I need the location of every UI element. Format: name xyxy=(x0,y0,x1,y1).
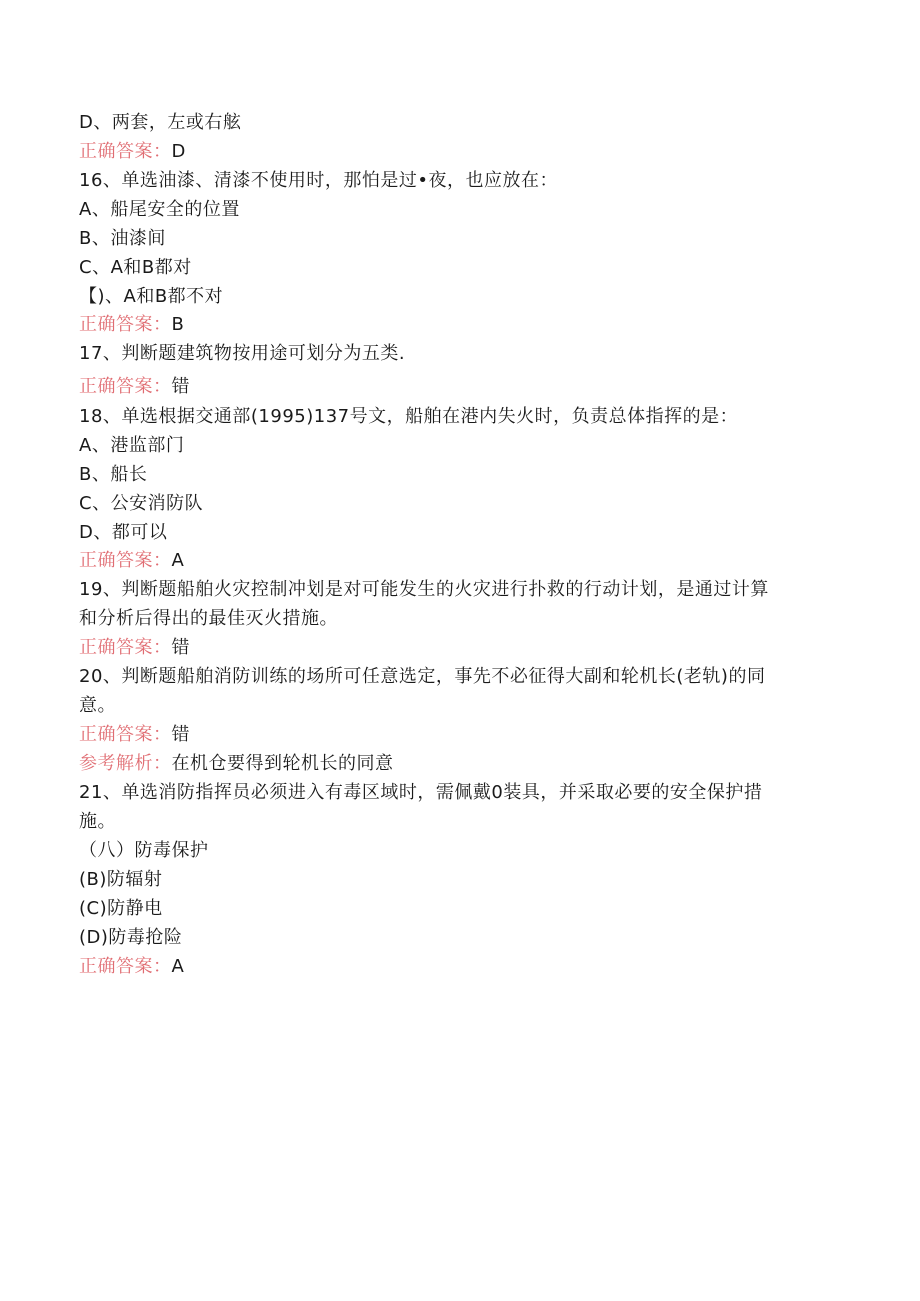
explanation-label: 参考解析： xyxy=(79,753,172,774)
question-16: 16、单选油漆、清漆不使用时，那怕是过•夜，也应放在： xyxy=(79,170,559,191)
answer-label: 正确答案： xyxy=(79,141,172,162)
answer-q19 xyxy=(79,636,190,660)
option-d-q16: 【)、A和B都不对 xyxy=(79,286,224,307)
answer-q20 xyxy=(79,723,190,747)
question-19-line1: 19、判断题船舶火灾控制冲划是对可能发生的火灾进行扑救的行动计划，是通过计算 xyxy=(79,579,769,600)
answer-value: A xyxy=(171,956,185,977)
question-17: 17、判断题建筑物按用途可划分为五类. xyxy=(79,343,406,364)
option-a-q21: （八）防毒保护 xyxy=(79,840,209,861)
answer-q18 xyxy=(79,549,184,573)
answer-value: A xyxy=(171,550,185,571)
option-b-q18: B、船长 xyxy=(79,464,148,485)
option-d-q21: (D)防毒抢险 xyxy=(79,927,183,948)
question-20-line2: 意。 xyxy=(79,695,116,716)
answer-value: B xyxy=(171,314,185,335)
answer-label: 正确答案： xyxy=(79,956,172,977)
answer-value: 错 xyxy=(171,376,190,397)
answer-q17 xyxy=(79,375,190,399)
option-c-q16: C、A和B都对 xyxy=(79,257,192,278)
option-c-q18: C、公安消防队 xyxy=(79,493,204,514)
answer-value: D xyxy=(171,141,186,162)
question-20-line1: 20、判断题船舶消防训练的场所可任意选定，事先不必征得大副和轮机长(老轨)的同 xyxy=(79,666,766,687)
answer-label: 正确答案： xyxy=(79,550,172,571)
answer-label: 正确答案： xyxy=(79,637,172,658)
question-18: 18、单选根据交通部(1995)137号文，船舶在港内失火时，负责总体指挥的是： xyxy=(79,406,739,427)
explanation-value: 在机仓要得到轮机长的同意 xyxy=(171,753,394,774)
option-b-q16: B、油漆间 xyxy=(79,228,166,249)
option-d-q15: D、两套，左或右舷 xyxy=(79,112,242,133)
option-b-q21: (B)防辐射 xyxy=(79,869,163,890)
option-d-q18: D、都可以 xyxy=(79,522,168,543)
option-a-q16: A、船尾安全的位置 xyxy=(79,199,240,220)
question-21-line2: 施。 xyxy=(79,811,116,832)
answer-label: 正确答案： xyxy=(79,724,172,745)
explanation-q20 xyxy=(79,752,394,776)
answer-label: 正确答案： xyxy=(79,376,172,397)
answer-q21 xyxy=(79,955,184,979)
question-21-line1: 21、单选消防指挥员必须进入有毒区域时，需佩戴0装具，并采取必要的安全保护措 xyxy=(79,782,763,803)
question-19-line2: 和分析后得出的最佳灭火措施。 xyxy=(79,608,338,629)
option-c-q21: (C)防静电 xyxy=(79,898,163,919)
answer-value: 错 xyxy=(171,637,190,658)
answer-label: 正确答案： xyxy=(79,314,172,335)
answer-q15 xyxy=(79,140,186,164)
option-a-q18: A、港监部门 xyxy=(79,435,185,456)
answer-q16 xyxy=(79,313,184,337)
answer-value: 错 xyxy=(171,724,190,745)
